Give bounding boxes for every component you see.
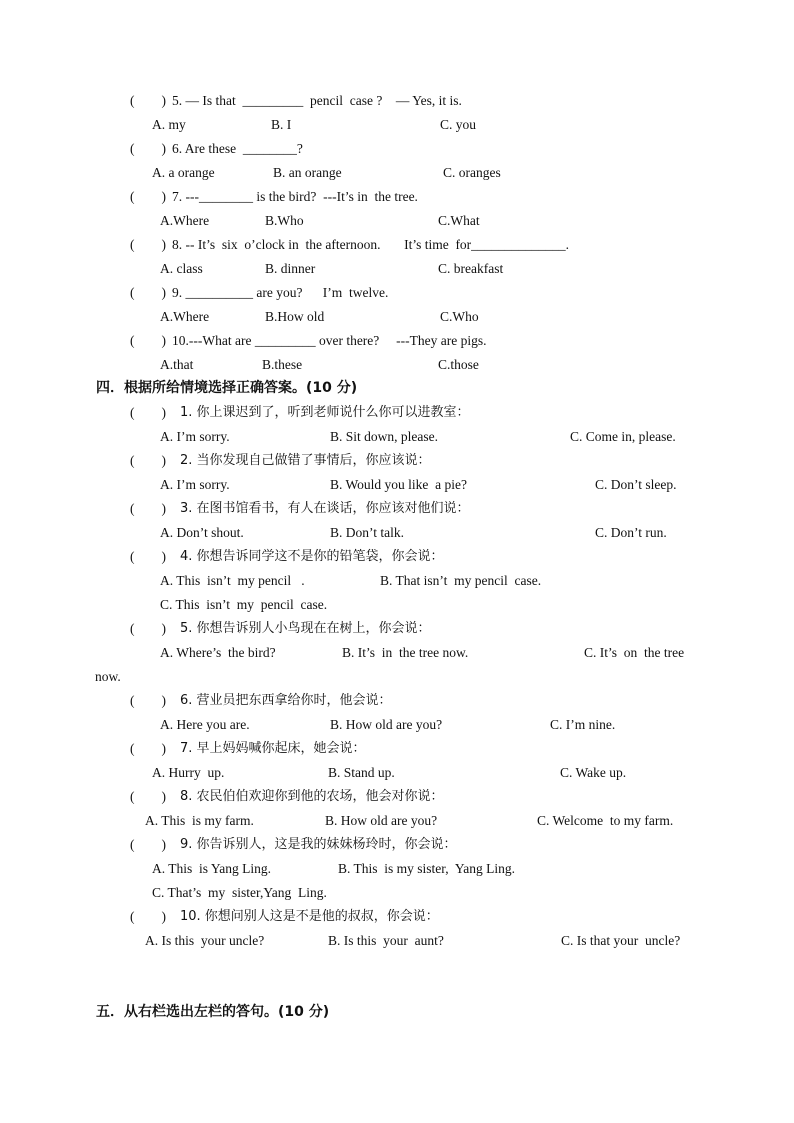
option-b: B. That isn’t my pencil case.: [380, 573, 542, 588]
option-b: B. dinner: [265, 261, 316, 276]
answer-blank[interactable]: ( ): [130, 141, 166, 156]
option-c-wrap: now.: [95, 669, 121, 684]
option-b: B.these: [262, 357, 303, 372]
question-text: 3. 在图书馆看书，有人在谈话，你应该对他们说：: [180, 501, 470, 516]
option-a: A. I’m sorry.: [160, 477, 230, 492]
option-a: A.Where: [160, 309, 210, 324]
option-b: B. This is my sister, Yang Ling.: [338, 861, 515, 876]
option-b: B. It’s in the tree now.: [342, 645, 469, 660]
option-b: B. an orange: [273, 165, 342, 180]
question-text: 10. 你想问别人这是不是他的叔叔，你会说：: [180, 909, 439, 924]
answer-blank[interactable]: ( ): [130, 93, 166, 108]
option-b: B. Is this your aunt?: [328, 933, 444, 948]
option-b: B.How old: [265, 309, 325, 324]
option-b: B. How old are you?: [325, 813, 438, 828]
option-b: B. How old are you?: [330, 717, 443, 732]
option-a: A. class: [160, 261, 203, 276]
question-text: 9. 你告诉别人，这是我的妹妹杨玲时，你会说：: [180, 837, 457, 852]
option-c: C. That’s my sister,Yang Ling.: [152, 885, 327, 900]
question-text: 4. 你想告诉同学这不是你的铅笔袋，你会说：: [180, 549, 444, 564]
option-c: C. Come in, please.: [570, 429, 676, 444]
option-b: B. Stand up.: [328, 765, 395, 780]
option-a: A. Where’s the bird?: [160, 645, 276, 660]
question-text: 10.---What are _________ over there? ---They are pigs.: [172, 333, 487, 348]
option-a: A. Don’t shout.: [160, 525, 244, 540]
option-c: C.What: [438, 213, 480, 228]
option-a: A. my: [152, 117, 186, 132]
answer-blank[interactable]: ( ): [130, 501, 166, 516]
option-a: A. I’m sorry.: [160, 429, 230, 444]
answer-blank[interactable]: ( ): [130, 237, 166, 252]
option-c: C.those: [438, 357, 479, 372]
option-b: B. Don’t talk.: [330, 525, 404, 540]
option-b: B. I: [271, 117, 292, 132]
option-c: C. breakfast: [438, 261, 504, 276]
section5-title: 五．从右栏选出左栏的答句。(10 分): [96, 1004, 330, 1020]
answer-blank[interactable]: ( ): [130, 741, 166, 756]
option-a: A.that: [160, 357, 194, 372]
answer-blank[interactable]: ( ): [130, 837, 166, 852]
answer-blank[interactable]: ( ): [130, 789, 166, 804]
answer-blank[interactable]: ( ): [130, 453, 166, 468]
question-text: 8. 农民伯伯欢迎你到他的农场，他会对你说：: [180, 789, 444, 804]
section4-title: 四．根据所给情境选择正确答案。(10 分): [96, 380, 358, 396]
option-b: B.Who: [265, 213, 304, 228]
option-c: C. It’s on the tree: [584, 645, 685, 660]
option-b: B. Would you like a pie?: [330, 477, 468, 492]
option-c: C. Wake up.: [560, 765, 627, 780]
option-a: A. This is my farm.: [145, 813, 254, 828]
option-a: A. This is Yang Ling.: [152, 861, 272, 876]
option-c: C. Don’t sleep.: [595, 477, 677, 492]
answer-blank[interactable]: ( ): [130, 285, 166, 300]
option-b: B. Sit down, please.: [330, 429, 438, 444]
option-c: C. This isn’t my pencil case.: [160, 597, 328, 612]
answer-blank[interactable]: ( ): [130, 405, 166, 420]
answer-blank[interactable]: ( ): [130, 333, 166, 348]
option-a: A.Where: [160, 213, 210, 228]
question-text: 6. Are these ________?: [172, 141, 303, 156]
answer-blank[interactable]: ( ): [130, 909, 166, 924]
answer-blank[interactable]: ( ): [130, 621, 166, 636]
option-c: C. I’m nine.: [550, 717, 616, 732]
option-a: A. Is this your uncle?: [145, 933, 265, 948]
question-text: 8. -- It’s six o’clock in the afternoon. It’s time for______________.: [172, 237, 570, 252]
option-a: A. This isn’t my pencil .: [160, 573, 305, 588]
question-text: 6. 营业员把东西拿给你时，他会说：: [180, 693, 392, 708]
option-c: C. oranges: [443, 165, 501, 180]
question-text: 7. 早上妈妈喊你起床，她会说：: [180, 741, 366, 756]
option-c: C.Who: [440, 309, 479, 324]
answer-blank[interactable]: ( ): [130, 693, 166, 708]
option-c: C. Welcome to my farm.: [537, 813, 674, 828]
option-a: A. Here you are.: [160, 717, 250, 732]
question-text: 5. 你想告诉别人小鸟现在在树上，你会说：: [180, 621, 431, 636]
question-text: 5. — Is that _________ pencil case ? — Yes, it is.: [172, 93, 462, 108]
option-a: A. Hurry up.: [152, 765, 225, 780]
question-text: 1. 你上课迟到了，听到老师说什么你可以进教室：: [180, 405, 470, 420]
question-text: 7. ---________ is the bird? ---It’s in the tree.: [172, 189, 418, 204]
option-a: A. a orange: [152, 165, 215, 180]
answer-blank[interactable]: ( ): [130, 189, 166, 204]
question-text: 2. 当你发现自己做错了事情后，你应该说：: [180, 453, 431, 468]
option-c: C. Don’t run.: [595, 525, 667, 540]
answer-blank[interactable]: ( ): [130, 549, 166, 564]
option-c: C. Is that your uncle?: [561, 933, 681, 948]
option-c: C. you: [440, 117, 477, 132]
question-text: 9. __________ are you? I’m twelve.: [172, 285, 389, 300]
